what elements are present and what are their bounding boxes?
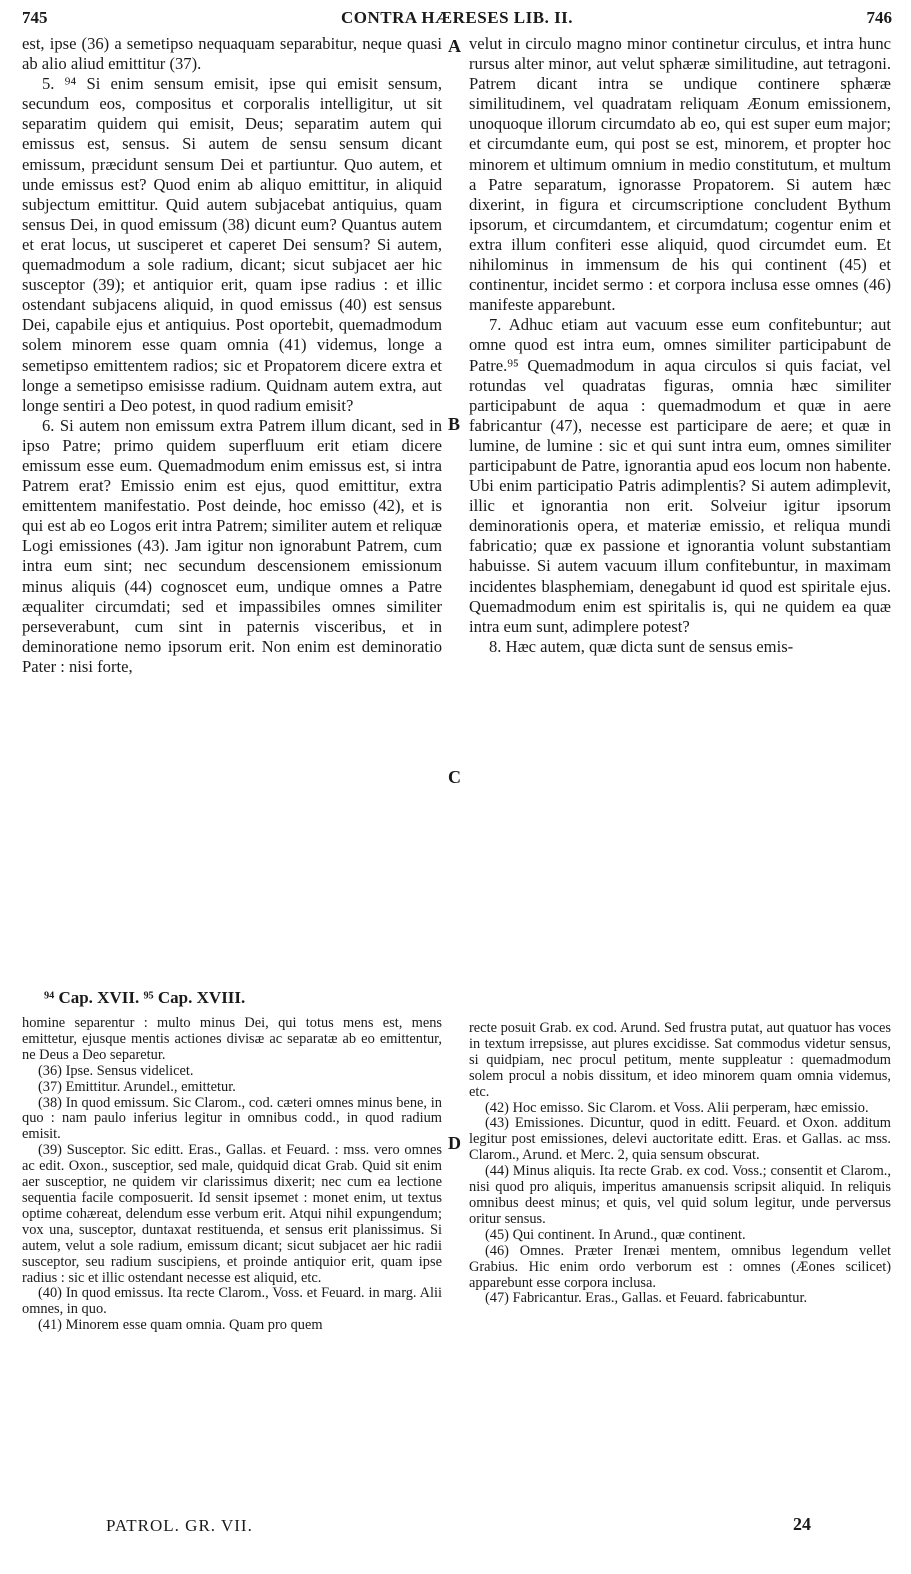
margin-letter: A xyxy=(448,36,461,56)
footnote: (41) Minorem esse quam omnia. Quam pro quem xyxy=(38,1317,323,1334)
running-title: CONTRA HÆRESES LIB. II. xyxy=(340,8,574,27)
signature-mark: 24 xyxy=(793,1514,811,1534)
footnote: (47) Fabricantur. Eras., Gallas. et Feuard. fabricabuntur. xyxy=(485,1290,808,1307)
series-footer: PATROL. GR. VII. xyxy=(106,1516,253,1535)
footnote: (38) In quod emissum. Sic Clarom., cod. cæteri omnes minus bene, in quo : nam paulo inferius legitur in omnibus codd., in quod radium emisit. xyxy=(22,1094,442,1143)
chapter-references: ⁹⁴ Cap. XVII. ⁹⁵ Cap. XVIII. xyxy=(44,988,246,1007)
footnote: (42) Hoc emisso. Sic Clarom. et Voss. Alii perperam, hæc emissio. xyxy=(485,1099,869,1116)
paragraph: 7. Adhuc etiam aut vacuum esse eum confitebuntur; aut omne quod est intra eum, omnes similiter participabunt de Patre.⁹⁵ Quemadmodum in aqua circulos si quis faciat, vel rotundas vel quadratas figuras, omnia hæc similiter participabunt de aqua : quemadmodum et quæ in aere fabricantur (47), necesse est participare de aere; et quæ in lumine, de lumine : sic et qui sunt intra eum, omnes similiter participabunt de Patre, ignorantia apud eos locum non habente. Ubi enim participatio Patris adimplentis? Si autem adimplevit, illic et ignorantia non erit. Solveiur igitur ipsorum deminorationis opera, et materiæ emissio, et reliqua mundi fabricatio; quæ ex passione et ignorantia volunt substantiam habuisse. Si autem vacuum illum confitebuntur, in maximam incidentes blasphemiam, denegabunt id quod est spiritale ejus. Quemadmodum enim est spiritalis is, qui ne quidem ea quæ intra eum sunt, adimplere potest? xyxy=(469,315,891,636)
margin-letter: C xyxy=(448,767,461,787)
page-number-right: 746 xyxy=(866,8,892,27)
footnotes-right-column xyxy=(469,1021,891,1307)
paragraph: est, ipse (36) a semetipso nequaquam separabitur, neque quasi ab alio aliud emittitur (37). xyxy=(22,34,442,74)
footnote: (43) Emissiones. Dicuntur, quod in editt. Feuard. et Oxon. additum legitur post emissiones, delevi auctoritate editt. Eras. et Gallas. ac mss. Clarom., Arund. et Merc. 2, quia sensum obscurat. xyxy=(469,1115,891,1164)
footnote: (39) Susceptor. Sic editt. Eras., Gallas. et Feuard. : mss. vero omnes ac edit. Oxon., susceptior, sed male, quidquid dicat Grab. Quid sit enim aer susceptior, ne quidem vir clarissimus dixerit; nec cum ea lectione sequentia facile composuerit. Id sensit ipsemet : monet enim, ut textus optime cohæreat, delendum esse verbum erit. Atqui nihil expungendum; vox una, susceptor, duntaxat restituenda, et sensus erit planissimus. Si autem, velut a sole radium, emissum dicant; sicut subjacet aer hic radii susceptor, seu radium suscipiens, et proinde antiquior erit, quam ipse radius : sic et illic ostendant necesse est aliquid, etc. xyxy=(22,1142,442,1286)
footnote: (46) Omnes. Præter Irenæi mentem, omnibus legendum vellet Grabius. Hic enim ordo verborum est : omnes (Æones scilicet) apparebunt esse corpora inclusa. xyxy=(469,1242,891,1291)
footnote: homine separentur : multo minus Dei, qui totus mens est, mens emittetur, ejusque mentis actiones divisæ ac separatæ ab eo emittentur, ne Deus a Deo separetur. xyxy=(22,1015,442,1063)
paragraph: velut in circulo magno minor continetur circulus, et intra hunc rursus alter minor, aut velut sphæræ similitudine, aut tetragoni. Patrem dicant intra se undique continere sphæræ similitudinem, vel quadratam reliquam Æonum emissionem, unoquoque illorum circumdato ab eo, qui est super eum major; et circumdante eum, qui post se est, minorem, et propter hoc minorem et ultimum omnium in medio constitutum, et multum a Patre separatum, ignorasse Propatorem. Si autem hæc dixerint, in figura et circumscriptione concludent Bythum ipsorum, et circumdantem, et circumdatum; cogentur enim et extra illum confiteri esse aliquid, quod circumdet eum. Et nihilominus in immensum de his qui continent (45) et continentur, incidet sermo : et corpora inclusa esse omnes (46) manifeste apparebunt. xyxy=(469,34,891,315)
footnote: (44) Minus aliquis. Ita recte Grab. ex cod. Voss.; consentit et Clarom., nisi quod pro aliquis, imperitus amanuensis scripsit aliquid. In reliquis omnibus deest minus; et quis, vel quid solum legitur, unde perversus oritur sensus. xyxy=(469,1163,891,1227)
paragraph: 8. Hæc autem, quæ dicta sunt de sensus emis- xyxy=(489,636,794,656)
footnote: (45) Qui continent. In Arund., quæ continent. xyxy=(485,1226,746,1243)
margin-letter: D xyxy=(448,1133,461,1153)
margin-letter: B xyxy=(448,414,461,434)
paragraph: 6. Si autem non emissum extra Patrem illum dicant, sed in ipso Patre; primo quidem superfluum erit etiam dicere emissum esse eum. Quemadmodum enim emissus est, si intra Patrem erat? Emissio enim est ejus, quod emittitur, extra emittentem manifestatio. Post deinde, hoc emisso (42), et is qui est ab eo Logos erit intra Patrem; similiter autem et reliquæ Logi emissiones (43). Jam igitur non ignorabunt Patrem, cum intra eum sint; nec secundum descensionem emissionum minus aliquis (44) cognoscet eum, undique omnes a Patre æqualiter circumdati; sed et impassibiles omnes similiter perseverabunt, cum sint in paternis visceribus, et in deminoratione nemo ipsorum erit. Non enim est deminoratio Pater : nisi forte, xyxy=(22,415,442,676)
footnote: (36) Ipse. Sensus videlicet. xyxy=(38,1062,194,1079)
running-header xyxy=(22,6,892,32)
page-number-left: 745 xyxy=(22,8,48,27)
footnote: recte posuit Grab. ex cod. Arund. Sed frustra putat, aut quatuor has voces in textum irrepsisse, aut plures excidisse. Sat commodus videtur sensus, si quidpiam, nec procul petitum, mente suppleatur : quemadmodum solem procul a nobis dissitum, et ideo minorem quam omnia videmus, etc. xyxy=(469,1020,891,1100)
footnote: (40) In quod emissus. Ita recte Clarom., Voss. et Feuard. in marg. Alii omnes, in quo. xyxy=(22,1285,442,1318)
main-text-left-column xyxy=(22,34,442,677)
footnotes-left-column xyxy=(22,1016,442,1334)
footnote: (37) Emittitur. Arundel., emittetur. xyxy=(38,1078,236,1095)
main-text-right-column xyxy=(469,34,891,657)
paragraph: 5. ⁹⁴ Si enim sensum emisit, ipse qui emisit sensum, secundum eos, compositus et corporalis intelligitur, ut sit separatim quidem qui emisit, Deus; separatim autem qui emissus est, sensus. Si autem de sensu sensum dicant emissum, præcidunt sensum Dei et partiuntur. Quo autem, et unde emissus est? Quod enim ab aliquo emittitur, in aliquid subjectum emittitur. Quid autem subjacebat antiquius, quam sensus Dei, in quod emissum (38) dicunt eum? Quantus autem et erat locus, ut susciperet et caperet Dei sensum? Si autem, quemadmodum a sole radium, dicant; sicut subjacet aer hic susceptor (39); et antiquior erit, quam ipse radius : et illic ostendant subjacens aliquid, in quod emissus (40) est sensus Dei, capabile ejus et antiquius. Post oportebit, quemadmodum solem minorem esse quam omnia (41) videmus, longe a semetipso emittentem radios; sic et Propatorem dicere extra et longe a semetipso emisisse radium. Quidnam autem extra, aut longe sentiri a Deo potest, in quod radium emisit? xyxy=(22,74,442,415)
